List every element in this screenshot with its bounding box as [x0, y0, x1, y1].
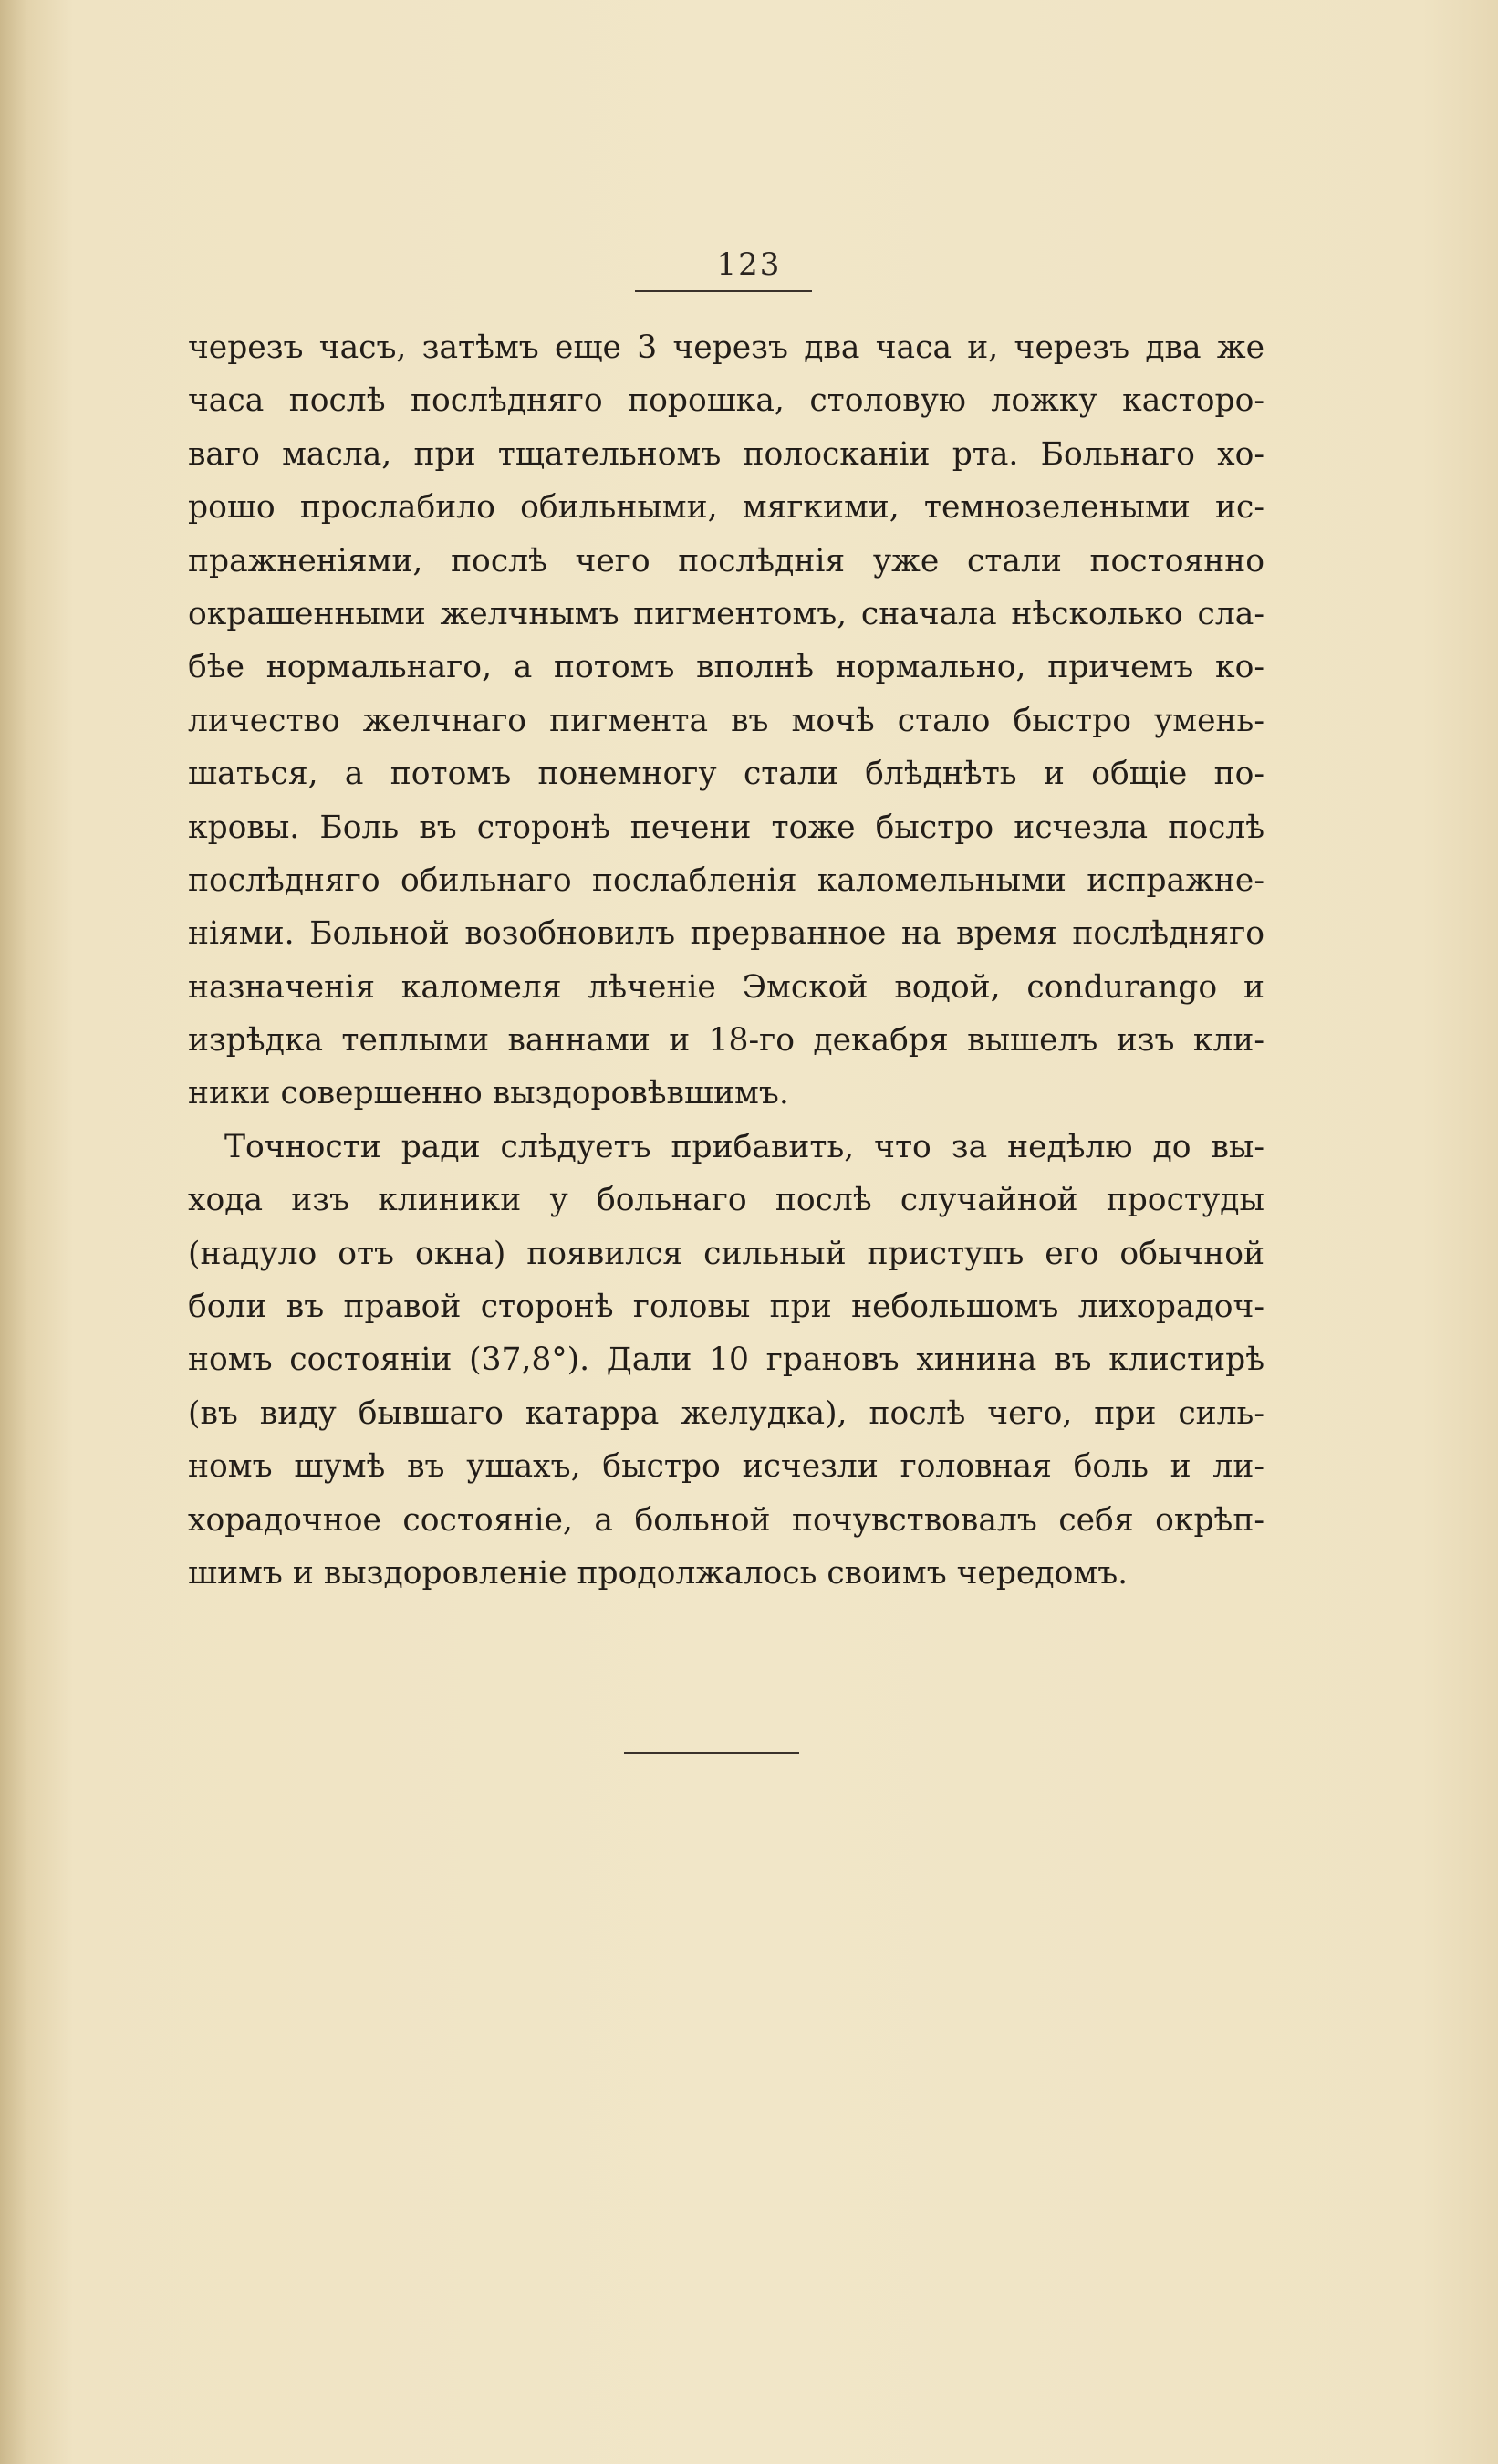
- text-line: (въ виду бывшаго катарра желудка), послѣ чего, при силь-: [188, 1394, 1264, 1432]
- text-line: пражненіями, послѣ чего послѣднія уже стали постоянно: [188, 542, 1264, 579]
- text-line: изрѣдка теплыми ваннами и 18-го декабря вышелъ изъ кли-: [188, 1022, 1264, 1060]
- text-line: кровы. Боль въ сторонѣ печени тоже быстро исчезла послѣ: [188, 809, 1264, 846]
- text-line: (надуло отъ окна) появился сильный приступъ его обычной: [188, 1235, 1264, 1272]
- text-line: окрашенными желчнымъ пигментомъ, сначала нѣсколько сла-: [188, 595, 1264, 632]
- text-line: ніями. Больной возобновилъ прерванное на время послѣдняго: [188, 915, 1264, 953]
- text-line: ваго масла, при тщательномъ полосканіи рта. Больнаго хо-: [188, 435, 1264, 473]
- text-line: послѣдняго обильнаго послабленія каломельными испражне-: [188, 861, 1264, 899]
- text-line: боли въ правой сторонѣ головы при небольшомъ лихорадоч-: [188, 1289, 1264, 1326]
- text-line: номъ шумѣ въ ушахъ, быстро исчезли головная боль и ли-: [188, 1448, 1264, 1486]
- text-line: номъ состояніи (37,8°). Дали 10 грановъ хинина въ клистирѣ: [188, 1342, 1264, 1379]
- text-line: черезъ часъ, затѣмъ еще 3 черезъ два часа и, черезъ два же: [188, 329, 1264, 366]
- page-number: 123: [716, 246, 782, 283]
- text-line: хорадочное состояніе, а больной почувствовалъ себя окрѣп-: [188, 1501, 1264, 1539]
- paragraph-2: [188, 1121, 1264, 1601]
- text-line: личество желчнаго пигмента въ мочѣ стало быстро умень-: [188, 702, 1264, 739]
- text-line: Точности ради слѣдуетъ прибавить, что за недѣлю до вы-: [224, 1128, 1264, 1165]
- text-line: шимъ и выздоровленіе продолжалось своимъ чередомъ.: [188, 1554, 1129, 1592]
- text-line: бѣе нормальнаго, а потомъ вполнѣ нормально, причемъ ко-: [188, 649, 1264, 686]
- text-line: шаться, а потомъ понемногу стали блѣднѣть и общіе по-: [188, 756, 1264, 793]
- text-line: рошо прослабило обильными, мягкими, темнозелеными ис-: [188, 489, 1264, 527]
- end-rule: [624, 1752, 799, 1754]
- header-rule: [635, 290, 812, 292]
- paragraph-1: [188, 321, 1264, 1121]
- text-line: ники совершенно выздоровѣвшимъ.: [188, 1075, 789, 1112]
- text-line: часа послѣ послѣдняго порошка, столовую ложку касторо-: [188, 382, 1264, 420]
- text-line: хода изъ клиники у больнаго послѣ случайной простуды: [188, 1182, 1264, 1219]
- text-line: назначенія каломеля лѣченіе Эмской водой, condurango и: [188, 968, 1264, 1006]
- body-text: [188, 321, 1264, 1600]
